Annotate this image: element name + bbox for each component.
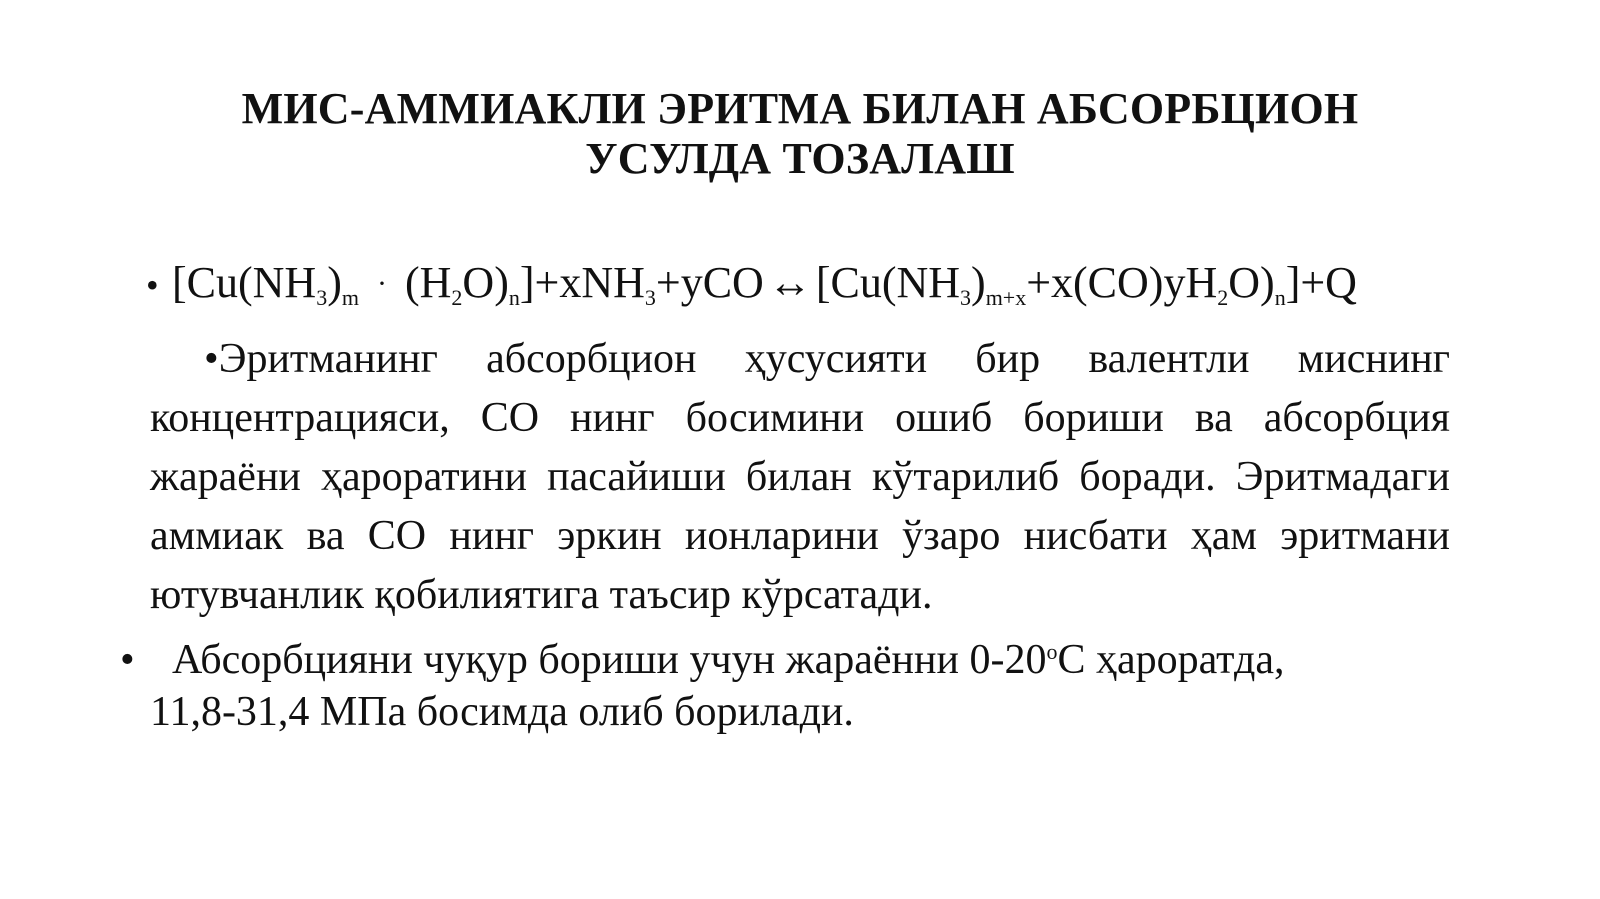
- formula-subscript: 3: [644, 285, 656, 310]
- formula-subscript: n: [508, 285, 520, 310]
- paragraph-text: С ҳароратда,: [1057, 637, 1285, 683]
- formula-subscript: 3: [960, 285, 972, 310]
- bullet-icon: •: [146, 265, 159, 305]
- formula-part: [Cu(NH: [172, 258, 317, 307]
- formula-part: ): [971, 258, 986, 307]
- formula-dot: ·: [376, 267, 387, 300]
- formula-subscript: n: [1274, 285, 1286, 310]
- formula-part: ): [327, 258, 342, 307]
- paragraph-text: Абсорбцияни чуқур бориши учун жараённи 0-20: [172, 637, 1047, 683]
- formula-subscript: 2: [1217, 285, 1229, 310]
- formula-part: +yCO: [655, 258, 764, 307]
- formula-subscript: 3: [316, 285, 328, 310]
- formula-part: ]+xNH: [519, 258, 645, 307]
- paragraph-text-line-2: 11,8-31,4 МПа босимда олиб борилади.: [150, 689, 854, 735]
- degree-superscript: o: [1046, 639, 1058, 664]
- formula-subscript: 2: [451, 285, 463, 310]
- slide-title: [150, 84, 1450, 184]
- formula-subscript: m+x: [985, 285, 1027, 310]
- title-line-2: УСУЛДА ТОЗАЛАШ: [585, 134, 1015, 183]
- paragraph-absorption-properties: [150, 330, 1450, 625]
- formula-part: O): [462, 258, 509, 307]
- formula-subscript: m: [341, 285, 359, 310]
- formula-part: ]+Q: [1285, 258, 1357, 307]
- paragraph-absorption-conditions: [120, 634, 1460, 738]
- paragraph-text: Эритманинг абсорбцион ҳусусияти бир валентли миснинг концентрацияси, СО нинг босимини ошиб бориши ва абсорбция жараёни ҳароратини пасайиши билан кўтарилиб боради. Эритмадаги аммиак ва СО нинг эркин ионларини ўзаро нисбати ҳам эритмани ютувчанлик қобилиятига таъсир кўрсатади.: [150, 336, 1450, 618]
- bullet-icon: •: [120, 637, 135, 683]
- formula-part: [Cu(NH: [815, 258, 961, 307]
- equilibrium-arrow-icon: ↔: [767, 258, 812, 307]
- formula-part: +x(CO)yH: [1026, 258, 1218, 307]
- reaction-formula: [146, 255, 1476, 313]
- bullet-icon: •: [204, 336, 219, 382]
- formula-part: (H: [404, 258, 452, 307]
- formula-part: O): [1228, 258, 1275, 307]
- title-line-1: МИС-АММИАКЛИ ЭРИТМА БИЛАН АБСОРБЦИОН: [241, 84, 1359, 133]
